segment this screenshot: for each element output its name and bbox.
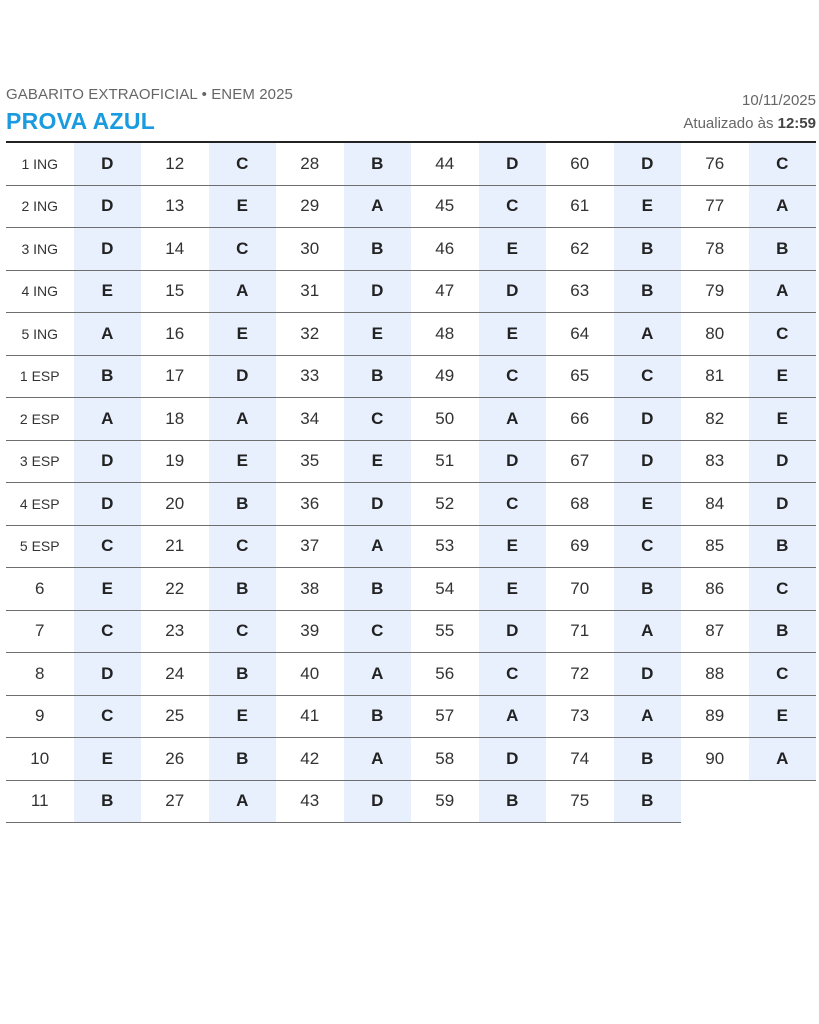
question-number: 3 ESP <box>6 440 74 483</box>
answer-letter: D <box>344 483 412 526</box>
table-row <box>6 185 816 228</box>
question-number: 72 <box>546 653 614 696</box>
question-number: 54 <box>411 568 479 611</box>
question-number: 2 ING <box>6 185 74 228</box>
answer-letter: E <box>344 313 412 356</box>
answer-letter: E <box>479 313 547 356</box>
question-number: 62 <box>546 228 614 271</box>
answer-letter: B <box>344 143 412 185</box>
answer-letter: B <box>614 228 682 271</box>
question-number: 68 <box>546 483 614 526</box>
question-number: 40 <box>276 653 344 696</box>
answer-letter: C <box>749 313 817 356</box>
question-number: 64 <box>546 313 614 356</box>
empty-cell <box>749 780 817 823</box>
question-number: 1 ING <box>6 143 74 185</box>
page-header <box>6 84 816 140</box>
answer-letter: C <box>479 355 547 398</box>
table-row <box>6 355 816 398</box>
answer-letter: A <box>614 610 682 653</box>
question-number: 23 <box>141 610 209 653</box>
question-number: 14 <box>141 228 209 271</box>
answer-letter: A <box>344 525 412 568</box>
answer-letter: B <box>209 568 277 611</box>
answer-letter: E <box>479 228 547 271</box>
answer-letter: B <box>209 653 277 696</box>
question-number: 5 ESP <box>6 525 74 568</box>
question-number: 56 <box>411 653 479 696</box>
answer-letter: A <box>209 270 277 313</box>
question-number: 50 <box>411 398 479 441</box>
answer-letter: D <box>614 653 682 696</box>
answer-letter: D <box>344 780 412 823</box>
answer-letter: C <box>74 695 142 738</box>
answer-letter: A <box>209 398 277 441</box>
answer-letter: D <box>479 738 547 781</box>
question-number: 57 <box>411 695 479 738</box>
question-number: 8 <box>6 653 74 696</box>
answer-letter: A <box>344 185 412 228</box>
answer-letter: C <box>74 525 142 568</box>
answer-letter: E <box>614 185 682 228</box>
answer-letter: C <box>209 228 277 271</box>
question-number: 67 <box>546 440 614 483</box>
answer-letter: C <box>479 185 547 228</box>
question-number: 4 ESP <box>6 483 74 526</box>
question-number: 1 ESP <box>6 355 74 398</box>
question-number: 33 <box>276 355 344 398</box>
question-number: 29 <box>276 185 344 228</box>
question-number: 22 <box>141 568 209 611</box>
question-number: 30 <box>276 228 344 271</box>
question-number: 59 <box>411 780 479 823</box>
question-number: 18 <box>141 398 209 441</box>
question-number: 89 <box>681 695 749 738</box>
question-number: 11 <box>6 780 74 823</box>
question-number: 13 <box>141 185 209 228</box>
question-number: 41 <box>276 695 344 738</box>
updated-label <box>683 115 816 132</box>
page-subtitle: GABARITO EXTRAOFICIAL • ENEM 2025 <box>6 86 293 103</box>
table-row <box>6 610 816 653</box>
question-number: 65 <box>546 355 614 398</box>
answer-letter: D <box>74 483 142 526</box>
table-row <box>6 483 816 526</box>
question-number: 73 <box>546 695 614 738</box>
question-number: 87 <box>681 610 749 653</box>
question-number: 63 <box>546 270 614 313</box>
answer-letter: A <box>749 270 817 313</box>
question-number: 9 <box>6 695 74 738</box>
answer-letter: B <box>74 355 142 398</box>
question-number: 53 <box>411 525 479 568</box>
question-number: 71 <box>546 610 614 653</box>
answer-letter: B <box>344 355 412 398</box>
table-row <box>6 568 816 611</box>
answer-letter: C <box>749 568 817 611</box>
question-number: 88 <box>681 653 749 696</box>
question-number: 7 <box>6 610 74 653</box>
table-row <box>6 738 816 781</box>
answer-letter: D <box>614 143 682 185</box>
question-number: 3 ING <box>6 228 74 271</box>
question-number: 20 <box>141 483 209 526</box>
answer-letter: D <box>614 398 682 441</box>
table-row <box>6 398 816 441</box>
question-number: 46 <box>411 228 479 271</box>
question-number: 42 <box>276 738 344 781</box>
question-number: 45 <box>411 185 479 228</box>
answer-letter: E <box>209 313 277 356</box>
answer-letter: D <box>74 228 142 271</box>
question-number: 34 <box>276 398 344 441</box>
answer-letter: C <box>749 653 817 696</box>
answer-letter: D <box>74 185 142 228</box>
question-number: 35 <box>276 440 344 483</box>
question-number: 66 <box>546 398 614 441</box>
answer-letter: D <box>344 270 412 313</box>
question-number: 75 <box>546 780 614 823</box>
updated-prefix: Atualizado às <box>683 115 774 132</box>
answer-letter: A <box>479 398 547 441</box>
answer-letter: E <box>479 568 547 611</box>
answer-letter: D <box>479 143 547 185</box>
question-number: 49 <box>411 355 479 398</box>
answer-letter: E <box>479 525 547 568</box>
question-number: 81 <box>681 355 749 398</box>
answer-letter: B <box>614 270 682 313</box>
question-number: 31 <box>276 270 344 313</box>
answer-letter: C <box>74 610 142 653</box>
question-number: 60 <box>546 143 614 185</box>
question-number: 52 <box>411 483 479 526</box>
question-number: 43 <box>276 780 344 823</box>
question-number: 51 <box>411 440 479 483</box>
question-number: 28 <box>276 143 344 185</box>
table-row <box>6 270 816 313</box>
question-number: 70 <box>546 568 614 611</box>
empty-cell <box>681 780 749 823</box>
answer-letter: E <box>344 440 412 483</box>
answer-letter: C <box>344 610 412 653</box>
answer-letter: A <box>749 738 817 781</box>
table-row <box>6 440 816 483</box>
answer-letter: A <box>344 738 412 781</box>
answer-letter: D <box>479 440 547 483</box>
answer-letter: E <box>209 185 277 228</box>
answer-letter: C <box>749 143 817 185</box>
question-number: 6 <box>6 568 74 611</box>
answer-letter: B <box>344 228 412 271</box>
answer-letter: D <box>479 270 547 313</box>
answer-key-table <box>6 143 816 823</box>
question-number: 77 <box>681 185 749 228</box>
question-number: 85 <box>681 525 749 568</box>
question-number: 38 <box>276 568 344 611</box>
question-number: 21 <box>141 525 209 568</box>
question-number: 80 <box>681 313 749 356</box>
question-number: 25 <box>141 695 209 738</box>
question-number: 79 <box>681 270 749 313</box>
answer-letter: B <box>749 525 817 568</box>
answer-letter: B <box>614 568 682 611</box>
question-number: 2 ESP <box>6 398 74 441</box>
answer-letter: D <box>479 610 547 653</box>
question-number: 16 <box>141 313 209 356</box>
table-row <box>6 228 816 271</box>
answer-letter: A <box>479 695 547 738</box>
answer-letter: E <box>749 695 817 738</box>
answer-letter: B <box>74 780 142 823</box>
answer-letter: C <box>614 525 682 568</box>
answer-letter: D <box>749 440 817 483</box>
table-row <box>6 313 816 356</box>
answer-letter: D <box>74 440 142 483</box>
question-number: 24 <box>141 653 209 696</box>
answer-letter: E <box>74 270 142 313</box>
answer-letter: C <box>209 610 277 653</box>
question-number: 47 <box>411 270 479 313</box>
answer-letter: A <box>614 313 682 356</box>
question-number: 5 ING <box>6 313 74 356</box>
table-row <box>6 695 816 738</box>
question-number: 76 <box>681 143 749 185</box>
updated-time: 12:59 <box>777 115 816 132</box>
answer-letter: C <box>479 653 547 696</box>
question-number: 86 <box>681 568 749 611</box>
answer-letter: D <box>74 653 142 696</box>
page-title: PROVA AZUL <box>6 108 156 134</box>
question-number: 32 <box>276 313 344 356</box>
question-number: 55 <box>411 610 479 653</box>
answer-letter: C <box>209 143 277 185</box>
answer-letter: A <box>209 780 277 823</box>
answer-letter: C <box>479 483 547 526</box>
question-number: 78 <box>681 228 749 271</box>
answer-letter: B <box>209 738 277 781</box>
answer-letter: E <box>209 695 277 738</box>
question-number: 69 <box>546 525 614 568</box>
answer-letter: D <box>749 483 817 526</box>
question-number: 26 <box>141 738 209 781</box>
answer-letter: E <box>209 440 277 483</box>
answer-letter: A <box>614 695 682 738</box>
question-number: 27 <box>141 780 209 823</box>
answer-letter: A <box>74 398 142 441</box>
answer-letter: B <box>614 738 682 781</box>
table-row <box>6 143 816 185</box>
answer-letter: B <box>749 228 817 271</box>
answer-letter: E <box>74 738 142 781</box>
question-number: 90 <box>681 738 749 781</box>
question-number: 36 <box>276 483 344 526</box>
answer-letter: D <box>209 355 277 398</box>
question-number: 39 <box>276 610 344 653</box>
question-number: 4 ING <box>6 270 74 313</box>
answer-letter: B <box>344 568 412 611</box>
question-number: 19 <box>141 440 209 483</box>
table-row <box>6 780 816 823</box>
date-label: 10/11/2025 <box>742 92 816 109</box>
answer-letter: E <box>74 568 142 611</box>
answer-letter: B <box>749 610 817 653</box>
question-number: 82 <box>681 398 749 441</box>
question-number: 37 <box>276 525 344 568</box>
answer-letter: A <box>344 653 412 696</box>
answer-letter: D <box>74 143 142 185</box>
table-row <box>6 525 816 568</box>
question-number: 83 <box>681 440 749 483</box>
answer-letter: C <box>209 525 277 568</box>
question-number: 15 <box>141 270 209 313</box>
question-number: 61 <box>546 185 614 228</box>
answer-letter: E <box>749 398 817 441</box>
answer-letter: B <box>209 483 277 526</box>
answer-letter: E <box>614 483 682 526</box>
answer-letter: C <box>614 355 682 398</box>
answer-letter: C <box>344 398 412 441</box>
question-number: 17 <box>141 355 209 398</box>
answer-letter: B <box>344 695 412 738</box>
question-number: 10 <box>6 738 74 781</box>
question-number: 84 <box>681 483 749 526</box>
answer-letter: D <box>614 440 682 483</box>
question-number: 58 <box>411 738 479 781</box>
answer-letter: B <box>479 780 547 823</box>
question-number: 44 <box>411 143 479 185</box>
answer-letter: E <box>749 355 817 398</box>
answer-letter: B <box>614 780 682 823</box>
question-number: 12 <box>141 143 209 185</box>
answer-letter: A <box>749 185 817 228</box>
question-number: 48 <box>411 313 479 356</box>
table-row <box>6 653 816 696</box>
question-number: 74 <box>546 738 614 781</box>
answer-letter: A <box>74 313 142 356</box>
